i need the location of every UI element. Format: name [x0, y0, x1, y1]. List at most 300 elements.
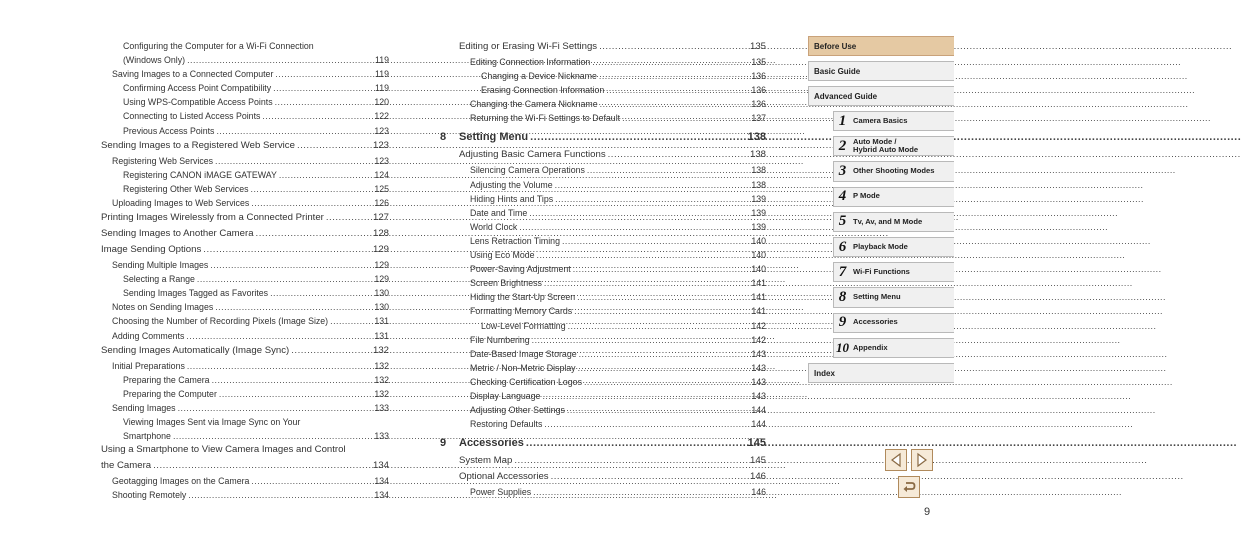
dot-leader: [275, 67, 373, 81]
toc-entry[interactable]: [459, 417, 766, 431]
toc-page-number: 143: [751, 348, 766, 359]
toc-page-number: 132: [374, 374, 389, 385]
toc-entry[interactable]: [101, 314, 389, 328]
toc-page-number: 119: [374, 83, 389, 94]
nav-chapter-5[interactable]: [833, 212, 954, 232]
toc-entry-text[interactable]: Configuring the Computer for a Wi-Fi Connection: [123, 41, 314, 51]
nav-chapter-label: [851, 138, 918, 155]
toc-entry[interactable]: [101, 196, 389, 210]
nav-chapter-4[interactable]: [833, 187, 954, 207]
nav-chapter-label: [851, 218, 922, 227]
toc-entry[interactable]: [101, 429, 389, 443]
dot-leader: [608, 147, 748, 163]
nav-chapter-9[interactable]: [833, 313, 954, 333]
dot-leader: [275, 95, 373, 109]
toc-entry[interactable]: [101, 67, 389, 81]
toc-entry[interactable]: [459, 375, 766, 389]
dot-leader: [187, 359, 372, 373]
nav-chapter-label-line: Camera Basics: [853, 115, 908, 125]
toc-entry-title: Sending Images to a Registered Web Service: [101, 139, 295, 151]
chapter-number-icon: 3: [838, 162, 847, 179]
nav-chapter-label-line: Auto Mode /: [853, 136, 897, 146]
toc-entry-title: Screen Brightness: [470, 278, 542, 289]
toc-page-number: 124: [374, 169, 389, 180]
toc-entry-title: Low-Level Formatting: [481, 320, 566, 331]
nav-index[interactable]: Index: [808, 363, 954, 383]
nav-chapter-label: [851, 243, 908, 252]
toc-entry-title: Confirming Access Point Compatibility: [123, 83, 272, 94]
toc-page-number: 128: [372, 228, 389, 240]
toc-page-number: 120: [374, 97, 389, 108]
toc-entry[interactable]: [101, 286, 389, 300]
toc-page-number: 138: [747, 131, 766, 144]
toc-entry-title: Optional Accessories: [459, 471, 549, 483]
toc-page-number: 137: [751, 113, 766, 124]
right-arrow-icon: [916, 453, 928, 467]
dot-leader: [529, 206, 749, 220]
dot-leader: [530, 127, 746, 147]
dot-leader: [568, 319, 750, 333]
toc-entry-title: Preparing the Computer: [123, 388, 217, 399]
toc-entry-title: Display Language: [470, 390, 541, 401]
previous-page-button[interactable]: [885, 449, 907, 471]
toc-entry[interactable]: [101, 373, 389, 387]
dot-leader: [215, 300, 372, 314]
toc-page-number: 141: [751, 292, 766, 303]
toc-entry-title: Restoring Defaults: [470, 419, 543, 430]
nav-chapter-label-line: Hybrid Auto Mode: [853, 145, 919, 155]
nav-chapter-label: [851, 268, 910, 277]
toc-page-number: 123: [374, 155, 389, 166]
toc-entry-title: Erasing Connection Information: [481, 85, 605, 96]
nav-chapter-label-line: Other Shooting Modes: [853, 166, 935, 176]
toc-entry[interactable]: [459, 347, 766, 361]
toc-page-number: 143: [751, 390, 766, 401]
toc-page-number: 141: [751, 306, 766, 317]
dot-leader: [514, 453, 748, 469]
toc-entry-title: Using WPS-Compatible Access Points: [123, 97, 273, 108]
toc-entry-title: the Camera: [101, 459, 152, 471]
toc-entry-title: Registering Other Web Services: [123, 183, 249, 194]
toc-entry[interactable]: [101, 154, 389, 168]
toc-page-number: 134: [372, 459, 389, 471]
nav-chapter-1[interactable]: [833, 111, 954, 131]
toc-page-number: 145: [749, 455, 766, 467]
toc-page-number: 140: [751, 264, 766, 275]
nav-chapter-label-line: Wi-Fi Functions: [853, 266, 910, 276]
dot-leader: [215, 154, 372, 168]
toc-page-number: 130: [374, 288, 389, 299]
toc-entry[interactable]: [101, 53, 389, 67]
dot-leader: [256, 226, 371, 242]
toc-entry-title: Adjusting the Volume: [470, 179, 553, 190]
dot-leader: [533, 485, 749, 499]
toc-entry[interactable]: [459, 111, 766, 125]
toc-entry-title: Checking Certification Logos: [470, 376, 582, 387]
return-button[interactable]: [898, 476, 920, 498]
toc-entry[interactable]: [101, 343, 389, 359]
dot-leader: [526, 433, 746, 453]
toc-entry[interactable]: [459, 304, 766, 318]
dot-leader: [579, 347, 750, 361]
toc-entry[interactable]: [101, 226, 389, 242]
toc-page-number: 139: [751, 221, 766, 232]
toc-entry[interactable]: [459, 234, 766, 248]
toc-page-number: 127: [372, 212, 389, 224]
dot-leader: [279, 168, 373, 182]
toc-middle-column: [440, 39, 766, 499]
toc-entry-title: Sending Images Automatically (Image Sync): [101, 344, 290, 356]
toc-page-number: 130: [374, 302, 389, 313]
chapter-number-icon: 9: [838, 314, 847, 331]
toc-entry[interactable]: [459, 403, 766, 417]
nav-before-use[interactable]: Before Use: [808, 36, 954, 56]
toc-entry[interactable]: [101, 95, 389, 109]
toc-entry[interactable]: [101, 329, 389, 343]
toc-page-number: 138: [749, 149, 766, 161]
dot-leader: [291, 343, 371, 359]
dot-leader: [297, 138, 371, 154]
toc-entry[interactable]: [101, 168, 389, 182]
toc-page-number: 145: [747, 437, 766, 450]
dot-leader: [606, 83, 749, 97]
toc-entry-title: Saving Images to a Connected Computer: [112, 69, 274, 80]
toc-page-number: 134: [374, 489, 389, 500]
toc-chapter-entry[interactable]: [440, 433, 766, 453]
toc-entry[interactable]: [101, 81, 389, 95]
chapter-number-icon: 6: [838, 238, 847, 255]
toc-entry[interactable]: [459, 290, 766, 304]
chapter-number-icon: 5: [838, 213, 847, 230]
toc-entry-title: Editing Connection Information: [470, 57, 591, 67]
nav-basic-guide[interactable]: Basic Guide: [808, 61, 954, 81]
dot-leader: [188, 488, 372, 502]
toc-entry[interactable]: [101, 124, 389, 138]
chapter-number: 8: [440, 131, 447, 144]
toc-entry-title: Changing a Device Nickname: [481, 71, 597, 82]
toc-page-number: 133: [374, 402, 389, 413]
toc-page-number: 131: [374, 316, 389, 327]
toc-page-number: 136: [751, 99, 766, 110]
toc-entry-title: Sending Images: [112, 402, 176, 413]
dot-leader: [537, 248, 750, 262]
toc-entry-title: Metric / Non-Metric Display: [470, 362, 576, 373]
nav-chapter-label-line: P Mode: [853, 191, 880, 201]
dot-leader: [532, 333, 750, 347]
toc-entry[interactable]: [459, 192, 766, 206]
dot-leader: [584, 375, 749, 389]
toc-entry[interactable]: [459, 178, 766, 192]
toc-entry-title: Using Eco Mode: [470, 250, 535, 261]
return-icon: [902, 480, 916, 494]
nav-chapter-label-line: Setting Menu: [853, 292, 901, 302]
nav-advanced-guide[interactable]: Advanced Guide: [808, 86, 954, 106]
toc-entry-title: Preparing the Camera: [123, 374, 210, 385]
chapter-number-icon: 4: [838, 188, 847, 205]
toc-entry-title: Sending Multiple Images: [112, 260, 209, 271]
chapter-navigation: [808, 36, 954, 388]
toc-entry[interactable]: [101, 387, 389, 401]
toc-entry[interactable]: [459, 262, 766, 276]
toc-entry-title: Initial Preparations: [112, 360, 185, 371]
toc-entry[interactable]: [101, 300, 389, 314]
toc-entry[interactable]: [101, 182, 389, 196]
toc-page-number: 140: [751, 250, 766, 261]
toc-entry-title: Selecting a Range: [123, 274, 195, 285]
toc-entry-title: Registering CANON iMAGE GATEWAY: [123, 169, 277, 180]
dot-leader: [251, 474, 372, 488]
toc-page-number: 146: [749, 471, 766, 483]
dot-leader: [178, 401, 373, 415]
toc-page-number: 146: [751, 487, 766, 498]
toc-entry[interactable]: [101, 109, 389, 123]
toc-entry[interactable]: [459, 248, 766, 262]
toc-page-number: 135: [749, 41, 766, 52]
toc-entry[interactable]: [101, 272, 389, 286]
toc-page-number: 125: [374, 183, 389, 194]
toc-page-number: 122: [374, 111, 389, 122]
toc-entry-title: Silencing Camera Operations: [470, 165, 585, 176]
toc-entry-title: (Windows Only): [123, 55, 186, 66]
dot-leader: [212, 373, 373, 387]
toc-page-number: 141: [751, 278, 766, 289]
toc-page-number: 123: [374, 125, 389, 136]
toc-entry-title: World Clock: [470, 221, 518, 232]
toc-entry[interactable]: [459, 163, 766, 177]
left-arrow-icon: [890, 453, 902, 467]
nav-chapter-label: [851, 117, 907, 126]
toc-entry-title: Power-Saving Adjustment: [470, 264, 571, 275]
dot-leader: [326, 210, 371, 226]
toc-entry-text[interactable]: Viewing Images Sent via Image Sync on Your: [123, 416, 301, 427]
toc-entry-title: Printing Images Wirelessly from a Connected Printer: [101, 212, 324, 224]
toc-page-number: 144: [751, 419, 766, 430]
nav-chapter-3[interactable]: [833, 161, 954, 181]
dot-leader: [251, 196, 372, 210]
toc-entry[interactable]: [459, 220, 766, 234]
dot-leader: [330, 314, 372, 328]
chapter-number: 9: [440, 437, 447, 450]
toc-entry-title: Formatting Memory Cards: [470, 306, 573, 317]
toc-page-number: 143: [751, 362, 766, 373]
toc-entry-title: Uploading Images to Web Services: [112, 197, 250, 208]
dot-leader: [599, 39, 748, 55]
nav-chapter-label: [851, 318, 898, 327]
toc-entry[interactable]: [459, 83, 766, 97]
dot-leader: [567, 403, 749, 417]
toc-entry[interactable]: [101, 138, 389, 154]
toc-page-number: 144: [751, 405, 766, 416]
dot-leader: [551, 469, 748, 485]
chapter-number-icon: 8: [838, 288, 847, 305]
next-page-button[interactable]: [911, 449, 933, 471]
toc-page-number: 139: [751, 193, 766, 204]
toc-entry-title: Notes on Sending Images: [112, 302, 214, 313]
toc-entry[interactable]: [101, 474, 389, 488]
dot-leader: [186, 329, 372, 343]
toc-entry[interactable]: [101, 258, 389, 272]
toc-page-number: 129: [374, 260, 389, 271]
toc-page-number: 119: [374, 69, 389, 80]
toc-entry[interactable]: [101, 242, 389, 258]
dot-leader: [573, 262, 750, 276]
nav-chapter-label-line: Appendix: [853, 342, 888, 352]
chapter-number-icon: 7: [838, 263, 847, 280]
toc-entry-title: Connecting to Listed Access Points: [123, 111, 261, 122]
toc-entry-title: File Numbering: [470, 334, 530, 345]
toc-entry[interactable]: [459, 319, 766, 333]
toc-entry[interactable]: [101, 458, 389, 474]
toc-entry[interactable]: [459, 469, 766, 485]
dot-leader: [153, 458, 371, 474]
toc-page-number: 132: [374, 360, 389, 371]
nav-chapter-label: [851, 293, 901, 302]
toc-entry[interactable]: [101, 359, 389, 373]
toc-page-number: 129: [374, 274, 389, 285]
toc-entry[interactable]: [101, 210, 389, 226]
dot-leader: [173, 429, 372, 443]
dot-leader: [187, 53, 373, 67]
toc-page-number: 136: [751, 85, 766, 96]
nav-chapter-8[interactable]: [833, 287, 954, 307]
toc-page-number: 133: [374, 431, 389, 442]
dot-leader: [555, 192, 749, 206]
toc-entry-title: Changing the Camera Nickname: [470, 99, 598, 110]
dot-leader: [519, 220, 749, 234]
toc-entry-title: Sending Images to Another Camera: [101, 228, 254, 240]
toc-page-number: 131: [374, 330, 389, 341]
dot-leader: [216, 124, 372, 138]
dot-leader: [599, 69, 749, 83]
toc-entry[interactable]: [101, 488, 389, 502]
toc-entry-title: Image Sending Options: [101, 244, 202, 256]
nav-chapter-label: [851, 344, 888, 353]
toc-page-number: 135: [751, 57, 766, 67]
nav-chapter-label-line: Accessories: [853, 317, 898, 327]
nav-chapter-7[interactable]: [833, 262, 954, 282]
toc-entry-title: Date-Based Image Storage: [470, 348, 577, 359]
dot-leader: [210, 258, 372, 272]
toc-page-number: 140: [751, 235, 766, 246]
toc-entry-title: Power Supplies: [470, 487, 532, 498]
nav-chapter-label-line: Playback Mode: [853, 241, 908, 251]
toc-page-number: 119: [374, 55, 389, 66]
dot-leader: [197, 272, 372, 286]
toc-entry-title: Adding Comments: [112, 330, 185, 341]
toc-page-number: 139: [751, 207, 766, 218]
nav-chapter-label: [851, 192, 880, 201]
nav-chapter-list: [808, 111, 954, 358]
toc-entry-title: Adjusting Other Settings: [470, 405, 565, 416]
toc-chapter-entry[interactable]: [440, 127, 766, 147]
dot-leader: [562, 234, 749, 248]
dot-leader: [273, 81, 373, 95]
chapter-number-icon: 10: [836, 339, 849, 355]
chapter-number-icon: 1: [838, 112, 847, 129]
page-number: 9: [924, 506, 931, 518]
dot-leader: [577, 290, 749, 304]
toc-entry[interactable]: [459, 333, 766, 347]
toc-page-number: 126: [374, 197, 389, 208]
dot-leader: [544, 276, 749, 290]
dot-leader: [574, 304, 749, 318]
toc-entry-title: Registering Web Services: [112, 155, 214, 166]
toc-page-number: 132: [372, 344, 389, 356]
toc-entry[interactable]: [459, 39, 766, 55]
toc-entry-title: Date and Time: [470, 207, 528, 218]
dot-leader: [203, 242, 371, 258]
toc-entry-title: System Map: [459, 455, 513, 467]
nav-chapter-label-line: Tv, Av, and M Mode: [853, 216, 923, 226]
toc-entry-title: Hiding the Start-Up Screen: [470, 292, 576, 303]
toc-entry[interactable]: [459, 55, 766, 69]
dot-leader: [592, 55, 749, 69]
toc-entry-title: Hiding Hints and Tips: [470, 193, 554, 204]
dot-leader: [262, 109, 372, 123]
nav-chapter-10[interactable]: [833, 338, 954, 358]
toc-entry[interactable]: [459, 206, 766, 220]
dot-leader: [542, 389, 749, 403]
toc-entry[interactable]: [459, 485, 766, 499]
toc-entry[interactable]: [459, 361, 766, 375]
nav-chapter-2[interactable]: [833, 136, 954, 156]
dot-leader: [600, 97, 750, 111]
toc-entry-title: Choosing the Number of Recording Pixels (Image Size): [112, 316, 329, 327]
dot-leader: [219, 387, 372, 401]
toc-entry-title: Lens Retraction Timing: [470, 235, 560, 246]
toc-entry-title: Adjusting Basic Camera Functions: [459, 149, 606, 161]
toc-entry[interactable]: [459, 389, 766, 403]
dot-leader: [587, 163, 749, 177]
toc-entry[interactable]: [459, 147, 766, 163]
toc-entry[interactable]: [459, 453, 766, 469]
toc-entry[interactable]: [459, 69, 766, 83]
dot-leader: [555, 178, 750, 192]
toc-left-column: [101, 39, 389, 502]
toc-page-number: 132: [374, 388, 389, 399]
dot-leader: [251, 182, 373, 196]
dot-leader: [544, 417, 749, 431]
toc-entry-title: Smartphone: [123, 431, 171, 442]
dot-leader: [270, 286, 372, 300]
dot-leader: [622, 111, 749, 125]
toc-page-number: 143: [751, 376, 766, 387]
toc-entry-title: Editing or Erasing Wi-Fi Settings: [459, 41, 598, 52]
toc-page-number: 129: [372, 244, 389, 256]
toc-entry-title: Sending Images Tagged as Favorites: [123, 288, 269, 299]
dot-leader: [578, 361, 750, 375]
nav-chapter-6[interactable]: [833, 237, 954, 257]
toc-entry-title: Previous Access Points: [123, 125, 215, 136]
chapter-number-icon: 2: [838, 137, 847, 154]
toc-page-number: 123: [372, 139, 389, 151]
nav-chapter-label: [851, 167, 934, 176]
toc-entry-title: Geotagging Images on the Camera: [112, 475, 250, 486]
toc-page-number: 134: [374, 475, 389, 486]
toc-entry-text[interactable]: Using a Smartphone to View Camera Images and Control: [101, 444, 346, 456]
toc-entry[interactable]: [459, 97, 766, 111]
toc-page-number: 142: [751, 334, 766, 345]
toc-entry[interactable]: [101, 401, 389, 415]
toc-entry-title: Shooting Remotely: [112, 489, 187, 500]
toc-page-number: 138: [751, 165, 766, 176]
toc-entry-title: Accessories: [459, 437, 524, 450]
toc-entry-title: Setting Menu: [459, 131, 529, 144]
toc-entry-title: Returning the Wi-Fi Settings to Default: [470, 113, 621, 124]
toc-entry[interactable]: [459, 276, 766, 290]
toc-page-number: 138: [751, 179, 766, 190]
toc-page-number: 136: [751, 71, 766, 82]
